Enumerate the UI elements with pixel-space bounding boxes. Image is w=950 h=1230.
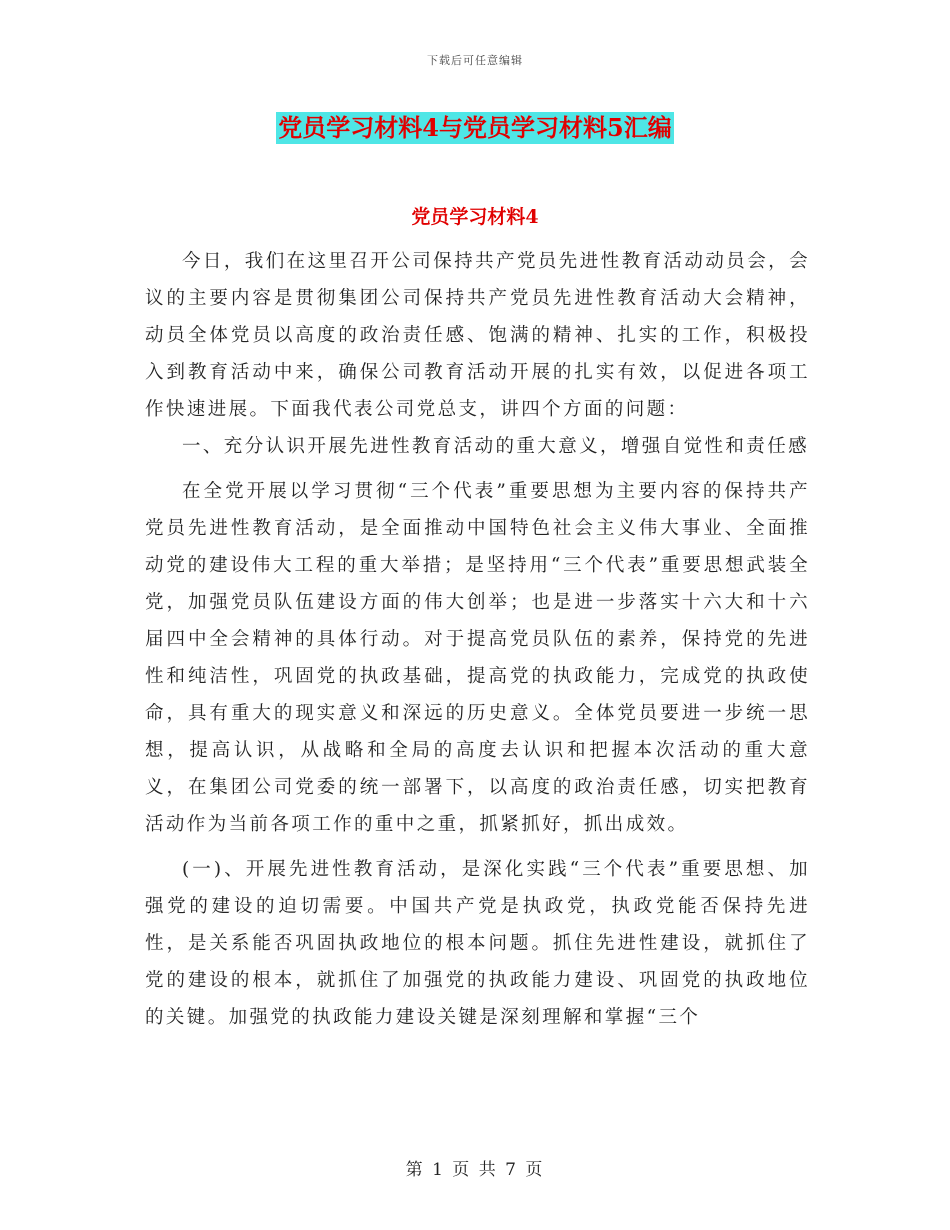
paragraph-subpoint-one: (一)、开展先进性教育活动，是深化实践“三个代表”重要思想、加强党的建设的迫切需要。中国共产党是执政党，执政党能否保持先进性，是关系能否巩固执政地位的根本问题。抓住先进性建设，就抓住了党的建设的根本，就抓住了加强党的执政能力建设、巩固党的执政地位的关键。加强党的执政能力建设关键是深刻理解和掌握“三个 (145, 859, 810, 1028)
main-title-container (0, 112, 950, 144)
paragraph-heading-one: 一、充分认识开展先进性教育活动的重大意义，增强自觉性和责任感 (182, 436, 810, 457)
page-header-note: 下载后可任意编辑 (427, 54, 523, 67)
document-body (145, 243, 810, 1036)
page-number: 第 1 页 共 7 页 (405, 1160, 545, 1180)
main-title: 党员学习材料4与党员学习材料5汇编 (278, 113, 672, 142)
paragraph-intro: 今日，我们在这里召开公司保持共产党员先进性教育活动动员会，会议的主要内容是贯彻集团公司保持共产党员先进性教育活动大会精神，动员全体党员以高度的政治责任感、饱满的精神、扎实的工作，积极投入到教育活动中来，确保公司教育活动开展的扎实有效，以促进各项工作快速进展。下面我代表公司党总支，讲四个方面的问题： (145, 251, 810, 420)
section-title: 党员学习材料4 (411, 206, 539, 228)
paragraph-significance: 在全党开展以学习贯彻“三个代表”重要思想为主要内容的保持共产党员先进性教育活动，是全面推动中国特色社会主义伟大事业、全面推动党的建设伟大工程的重大举措；是坚持用“三个代表”重要思想武装全党，加强党员队伍建设方面的伟大创举；也是进一步落实十六大和十六届四中全会精神的具体行动。对于提高党员队伍的素养，保持党的先进性和纯洁性，巩固党的执政基础，提高党的执政能力，完成党的执政使命，具有重大的现实意义和深远的历史意义。全体党员要进一步统一思想，提高认识，从战略和全局的高度去认识和把握本次活动的重大意义，在集团公司党委的统一部署下，以高度的政治责任感，切实把教育活动作为当前各项工作的重中之重，抓紧抓好，抓出成效。 (145, 481, 810, 835)
